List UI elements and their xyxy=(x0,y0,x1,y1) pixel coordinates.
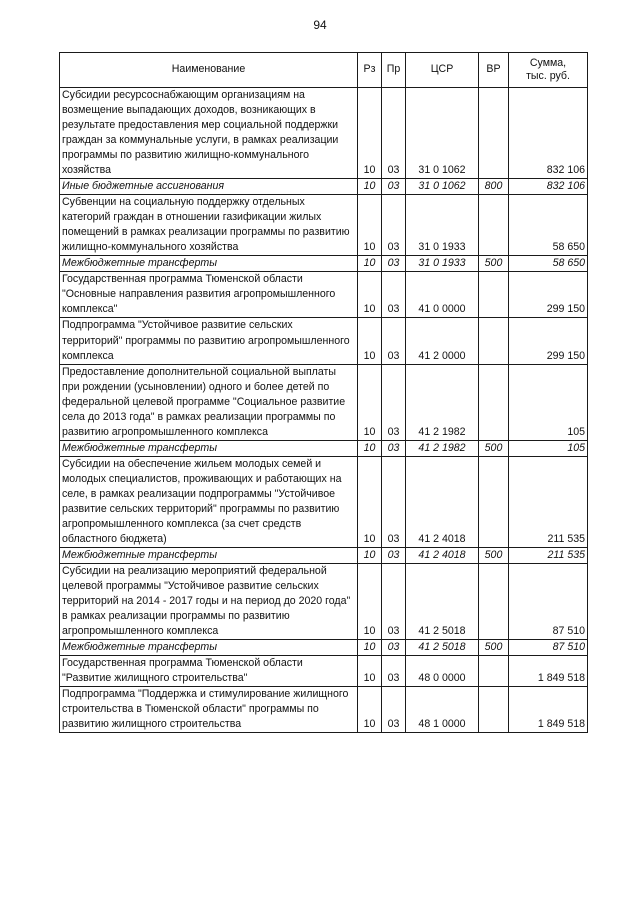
row-amount: 299 150 xyxy=(509,272,588,318)
table-row xyxy=(60,640,588,656)
row-csr: 48 1 0000 xyxy=(406,687,479,733)
row-rz: 10 xyxy=(358,656,382,687)
row-amount: 87 510 xyxy=(509,640,588,656)
row-amount: 211 535 xyxy=(509,456,588,547)
row-vr: 800 xyxy=(479,179,509,195)
row-csr: 41 2 4018 xyxy=(406,547,479,563)
table-row xyxy=(60,440,588,456)
row-vr xyxy=(479,364,509,440)
row-name: Государственная программа Тюменской области "Основные направления развития агропромышленного комплекса" xyxy=(60,272,358,318)
row-csr: 41 0 0000 xyxy=(406,272,479,318)
row-csr: 31 0 1062 xyxy=(406,88,479,179)
table-row xyxy=(60,656,588,687)
row-pr: 03 xyxy=(382,547,406,563)
row-csr: 41 2 5018 xyxy=(406,640,479,656)
row-vr xyxy=(479,656,509,687)
table-row xyxy=(60,364,588,440)
row-name: Государственная программа Тюменской области "Развитие жилищного строительства" xyxy=(60,656,358,687)
header-amount-line2: тыс. руб. xyxy=(526,70,570,82)
row-name: Иные бюджетные ассигнования xyxy=(60,179,358,195)
row-rz: 10 xyxy=(358,547,382,563)
row-rz: 10 xyxy=(358,195,382,256)
row-pr: 03 xyxy=(382,364,406,440)
row-name: Субсидии на реализацию мероприятий федеральной целевой программы "Устойчивое развитие сельских территорий на 2014 - 2017 годы и на период до 2020 года" в рамках реализации программы по развитию агропромышленного комплекса xyxy=(60,563,358,639)
table-row xyxy=(60,456,588,547)
row-name: Субсидии на обеспечение жильем молодых семей и молодых специалистов, проживающих и работающих на селе, в рамках реализации подпрограммы "Устойчивое развитие сельских территорий" программы по развитию агропромышленного комплекса (за счет средств областного бюджета) xyxy=(60,456,358,547)
row-rz: 10 xyxy=(358,272,382,318)
table-row xyxy=(60,318,588,364)
row-rz: 10 xyxy=(358,88,382,179)
table-row xyxy=(60,272,588,318)
row-amount: 832 106 xyxy=(509,179,588,195)
row-vr xyxy=(479,456,509,547)
row-rz: 10 xyxy=(358,179,382,195)
row-name: Подпрограмма "Поддержка и стимулирование жилищного строительства в Тюменской области" программы по развитию жилищного строительства xyxy=(60,687,358,733)
row-vr xyxy=(479,687,509,733)
row-vr: 500 xyxy=(479,256,509,272)
table-row xyxy=(60,547,588,563)
row-vr xyxy=(479,272,509,318)
header-amount-line1: Сумма, xyxy=(529,56,567,69)
row-amount: 1 849 518 xyxy=(509,687,588,733)
row-pr: 03 xyxy=(382,88,406,179)
header-pr: Пр xyxy=(382,53,406,88)
row-csr: 41 2 1982 xyxy=(406,440,479,456)
row-name: Межбюджетные трансферты xyxy=(60,256,358,272)
table-row xyxy=(60,563,588,639)
table-row xyxy=(60,88,588,179)
row-vr xyxy=(479,563,509,639)
budget-table xyxy=(59,52,588,733)
row-name: Межбюджетные трансферты xyxy=(60,440,358,456)
row-name: Субсидии ресурсоснабжающим организациям на возмещение выпадающих доходов, возникающих в результате предоставления мер социальной поддержки граждан за коммунальные услуги, в рамках реализации программы по развитию жилищно-коммунального хозяйства xyxy=(60,88,358,179)
row-rz: 10 xyxy=(358,687,382,733)
table-header-row xyxy=(60,53,588,88)
row-pr: 03 xyxy=(382,318,406,364)
row-amount: 105 xyxy=(509,440,588,456)
row-csr: 41 2 5018 xyxy=(406,563,479,639)
row-vr xyxy=(479,318,509,364)
row-amount: 87 510 xyxy=(509,563,588,639)
header-rz: Рз xyxy=(358,53,382,88)
table-row xyxy=(60,179,588,195)
header-csr: ЦСР xyxy=(406,53,479,88)
row-amount: 1 849 518 xyxy=(509,656,588,687)
row-amount: 211 535 xyxy=(509,547,588,563)
table-row xyxy=(60,256,588,272)
row-rz: 10 xyxy=(358,256,382,272)
row-pr: 03 xyxy=(382,272,406,318)
row-csr: 31 0 1933 xyxy=(406,195,479,256)
row-amount: 58 650 xyxy=(509,256,588,272)
row-csr: 31 0 1062 xyxy=(406,179,479,195)
header-amount xyxy=(509,53,588,88)
row-name: Подпрограмма "Устойчивое развитие сельских территорий" программы по развитию агропромышленного комплекса xyxy=(60,318,358,364)
row-rz: 10 xyxy=(358,318,382,364)
row-csr: 48 0 0000 xyxy=(406,656,479,687)
row-rz: 10 xyxy=(358,640,382,656)
table-row xyxy=(60,195,588,256)
row-name: Межбюджетные трансферты xyxy=(60,640,358,656)
page-number: 94 xyxy=(313,18,327,32)
row-vr: 500 xyxy=(479,640,509,656)
row-name: Межбюджетные трансферты xyxy=(60,547,358,563)
row-pr: 03 xyxy=(382,687,406,733)
header-vr: ВР xyxy=(479,53,509,88)
row-pr: 03 xyxy=(382,195,406,256)
row-rz: 10 xyxy=(358,456,382,547)
row-name: Субвенции на социальную поддержку отдельных категорий граждан в отношении газификации жилых помещений в рамках реализации программы по развитию жилищно-коммунального хозяйства xyxy=(60,195,358,256)
row-vr: 500 xyxy=(479,440,509,456)
row-amount: 58 650 xyxy=(509,195,588,256)
row-amount: 299 150 xyxy=(509,318,588,364)
row-pr: 03 xyxy=(382,256,406,272)
row-pr: 03 xyxy=(382,440,406,456)
row-pr: 03 xyxy=(382,563,406,639)
row-vr: 500 xyxy=(479,547,509,563)
row-csr: 41 2 4018 xyxy=(406,456,479,547)
row-rz: 10 xyxy=(358,364,382,440)
row-amount: 832 106 xyxy=(509,88,588,179)
row-vr xyxy=(479,195,509,256)
row-csr: 41 2 1982 xyxy=(406,364,479,440)
header-name: Наименование xyxy=(60,53,358,88)
row-pr: 03 xyxy=(382,179,406,195)
row-vr xyxy=(479,88,509,179)
row-amount: 105 xyxy=(509,364,588,440)
row-pr: 03 xyxy=(382,456,406,547)
row-csr: 31 0 1933 xyxy=(406,256,479,272)
row-csr: 41 2 0000 xyxy=(406,318,479,364)
row-rz: 10 xyxy=(358,563,382,639)
table-row xyxy=(60,687,588,733)
row-pr: 03 xyxy=(382,640,406,656)
row-name: Предоставление дополнительной социальной выплаты при рождении (усыновлении) одного и более детей по федеральной целевой программе "Социальное развитие села до 2013 года" в рамках реализации программы по развитию агропромышленного комплекса xyxy=(60,364,358,440)
row-rz: 10 xyxy=(358,440,382,456)
row-pr: 03 xyxy=(382,656,406,687)
